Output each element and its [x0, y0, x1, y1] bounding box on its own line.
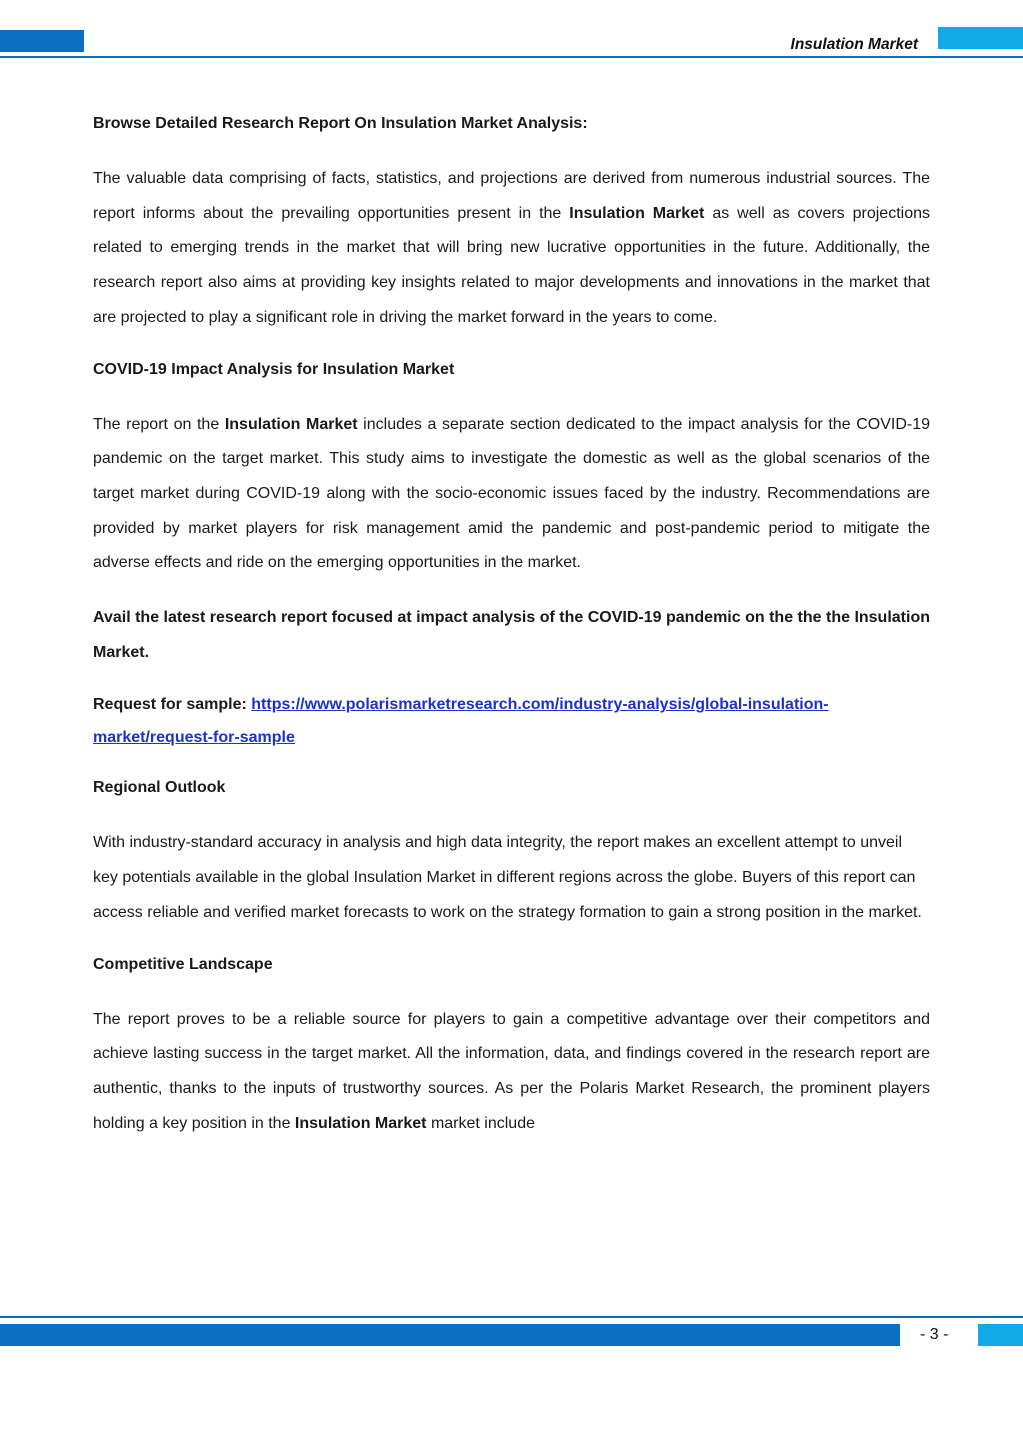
footer-divider [0, 1316, 1023, 1318]
competitive-text-a: The report proves to be a reliable source for players to gain a competitive advantage over their competitors and achieve lasting success in the target market. All the information, data, and findings covered in the research report are authentic, thanks to the inputs of trustworthy sources. As per the Polaris Market Research, the prominent players holding a key position in the [93, 1010, 930, 1132]
overview-bold: Insulation Market [569, 204, 705, 222]
covid-text-b: includes a separate section dedicated to the impact analysis for the COVID-19 pandemic on the target market. This study aims to investigate the domestic as well as the global scenarios of the target market during COVID-19 along with the socio-economic issues faced by the industry. Recommendations are provided by market players for risk management amid the pandemic and post-pandemic period to mitigate the adverse effects and ride on the emerging opportunities in the market. [93, 415, 931, 572]
paragraph-competitive [93, 1003, 930, 1142]
competitive-text-b: market include [426, 1114, 535, 1132]
header-title: Insulation Market [790, 36, 918, 53]
regional-heading: Regional Outlook [93, 779, 226, 797]
competitive-heading: Competitive Landscape [93, 955, 273, 973]
paragraph-covid [93, 408, 930, 582]
competitive-bold: Insulation Market [294, 1114, 427, 1132]
paragraph-overview [93, 162, 930, 336]
covid-text-a: The report on the [93, 415, 225, 433]
avail-statement: Avail the latest research report focused at impact analysis of the COVID-19 pandemic on the the the Insulation Market. [93, 609, 930, 661]
covid-heading: COVID-19 Impact Analysis for Insulation Market [93, 360, 455, 378]
request-sample-label: Request for sample: [93, 696, 252, 714]
overview-text-b: as well as covers projections related to emerging trends in the market that will bring new lucrative opportunities in the future. Additionally, the research report also aims at providing key insights related to major developments and innovations in the market that are projected to play a significant role in driving the market forward in the years to come. [93, 204, 931, 326]
overview-text-a: The valuable data comprising of facts, statistics, and projections are derived from numerous industrial sources. The report informs about the prevailing opportunities present in the [93, 170, 930, 222]
covid-bold: Insulation Market [224, 415, 358, 433]
document-body [93, 110, 930, 1161]
footer-bar [0, 1324, 900, 1346]
footer-accent-right [978, 1324, 1023, 1346]
request-sample [93, 688, 930, 754]
header-divider [0, 56, 1023, 58]
page-number: - 3 - [920, 1326, 949, 1343]
header-accent-left [0, 30, 84, 52]
header-accent-right [938, 27, 1023, 49]
browse-heading: Browse Detailed Research Report On Insulation Market Analysis: [93, 115, 588, 132]
paragraph-regional: With industry-standard accuracy in analysis and high data integrity, the report makes an excellent attempt to unveil key potentials available in the global Insulation Market in different regions across the globe. Buyers of this report can access reliable and verified market forecasts to work on the strategy formation to gain a strong position in the market. [93, 834, 922, 921]
request-sample-link[interactable]: https://www.polarismarketresearch.com/industry-analysis/global-insulation-market/request-for-sample [93, 696, 829, 747]
